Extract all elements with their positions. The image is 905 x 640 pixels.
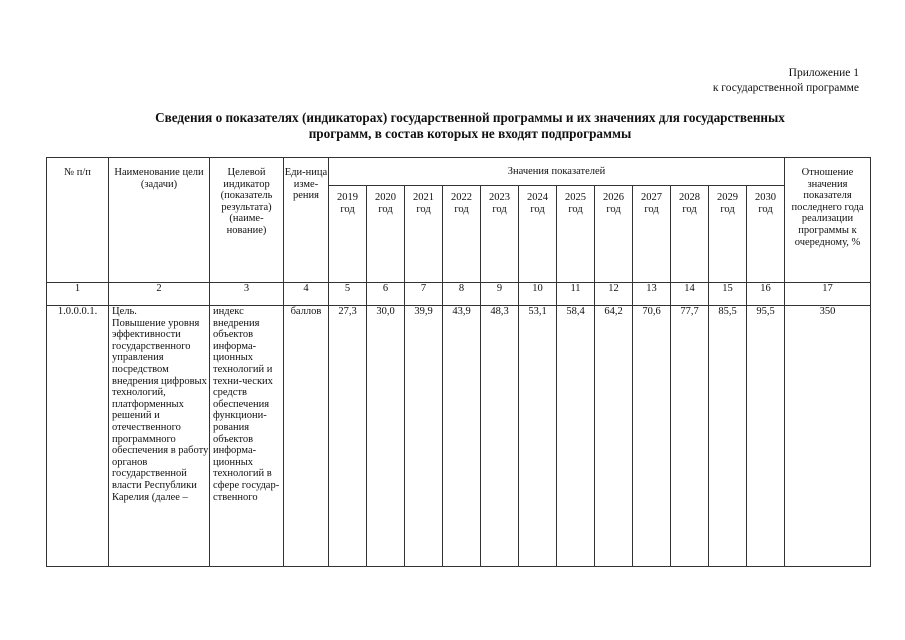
- annex-label: [713, 66, 859, 96]
- row-ratio: 350: [785, 306, 871, 567]
- row-value: 64,2: [595, 306, 633, 567]
- column-number: 14: [671, 283, 709, 306]
- header-ratio: Отношение значения показателя последнего года реализации программы к очередному, %: [785, 158, 871, 283]
- year-header: 2029 год: [709, 186, 747, 283]
- column-number: 6: [367, 283, 405, 306]
- table-row: [47, 306, 871, 567]
- column-number-row: [47, 283, 871, 306]
- column-number: 17: [785, 283, 871, 306]
- year-header: 2022 год: [443, 186, 481, 283]
- year-header: 2030 год: [747, 186, 785, 283]
- year-header: 2023 год: [481, 186, 519, 283]
- row-value: 85,5: [709, 306, 747, 567]
- column-number: 3: [210, 283, 284, 306]
- header-indicator: Целевой индикатор (показатель результата) (наиме-нование): [210, 158, 284, 283]
- row-id: 1.0.0.0.1.: [47, 306, 109, 567]
- annex-line2: к государственной программе: [712, 82, 859, 94]
- year-header: 2021 год: [405, 186, 443, 283]
- year-header: 2020 год: [367, 186, 405, 283]
- year-header: 2026 год: [595, 186, 633, 283]
- year-header: 2024 год: [519, 186, 557, 283]
- indicators-table: [46, 157, 871, 567]
- year-header: 2028 год: [671, 186, 709, 283]
- row-value: 70,6: [633, 306, 671, 567]
- column-number: 10: [519, 283, 557, 306]
- column-number: 1: [47, 283, 109, 306]
- row-value: 95,5: [747, 306, 785, 567]
- row-goal-text: Цель. Повышение уровня эффективности государственного управления посредством внедрения цифровых технологий, платформенных решений и отечественного программного обеспечения в работу органов государственной власти Республики Карелия (далее –: [112, 306, 209, 503]
- column-number: 8: [443, 283, 481, 306]
- column-number: 16: [747, 283, 785, 306]
- header-num: № п/п: [47, 158, 109, 283]
- header-goal: Наименование цели (задачи): [109, 158, 210, 283]
- row-value: 39,9: [405, 306, 443, 567]
- header-row: [47, 158, 871, 186]
- column-number: 9: [481, 283, 519, 306]
- row-indicator: индекс внедрения объектов информа-ционных технологий и техни-ческих средств обеспечения функциони-рования объектов информа-ционных технологий в сфере государ-ственного: [210, 306, 284, 567]
- row-value: 43,9: [443, 306, 481, 567]
- document-title: [90, 110, 850, 142]
- year-header: 2019 год: [329, 186, 367, 283]
- year-header: 2025 год: [557, 186, 595, 283]
- column-number: 4: [284, 283, 329, 306]
- row-unit: баллов: [284, 306, 329, 567]
- title-line2: программ, в состав которых не входят подпрограммы: [308, 126, 632, 141]
- header-unit: Еди-ница изме-рения: [284, 158, 329, 283]
- column-number: 15: [709, 283, 747, 306]
- row-value: 77,7: [671, 306, 709, 567]
- annex-line1: Приложение 1: [788, 67, 859, 79]
- year-header: 2027 год: [633, 186, 671, 283]
- row-value: 27,3: [329, 306, 367, 567]
- row-value: 53,1: [519, 306, 557, 567]
- column-number: 12: [595, 283, 633, 306]
- row-value: 30,0: [367, 306, 405, 567]
- column-number: 11: [557, 283, 595, 306]
- row-value: 58,4: [557, 306, 595, 567]
- row-value: 48,3: [481, 306, 519, 567]
- title-line1: Сведения о показателях (индикаторах) государственной программы и их значениях для государственных: [155, 110, 785, 125]
- column-number: 7: [405, 283, 443, 306]
- column-number: 2: [109, 283, 210, 306]
- column-number: 5: [329, 283, 367, 306]
- row-goal: [109, 306, 210, 567]
- header-values: Значения показателей: [329, 158, 785, 186]
- column-number: 13: [633, 283, 671, 306]
